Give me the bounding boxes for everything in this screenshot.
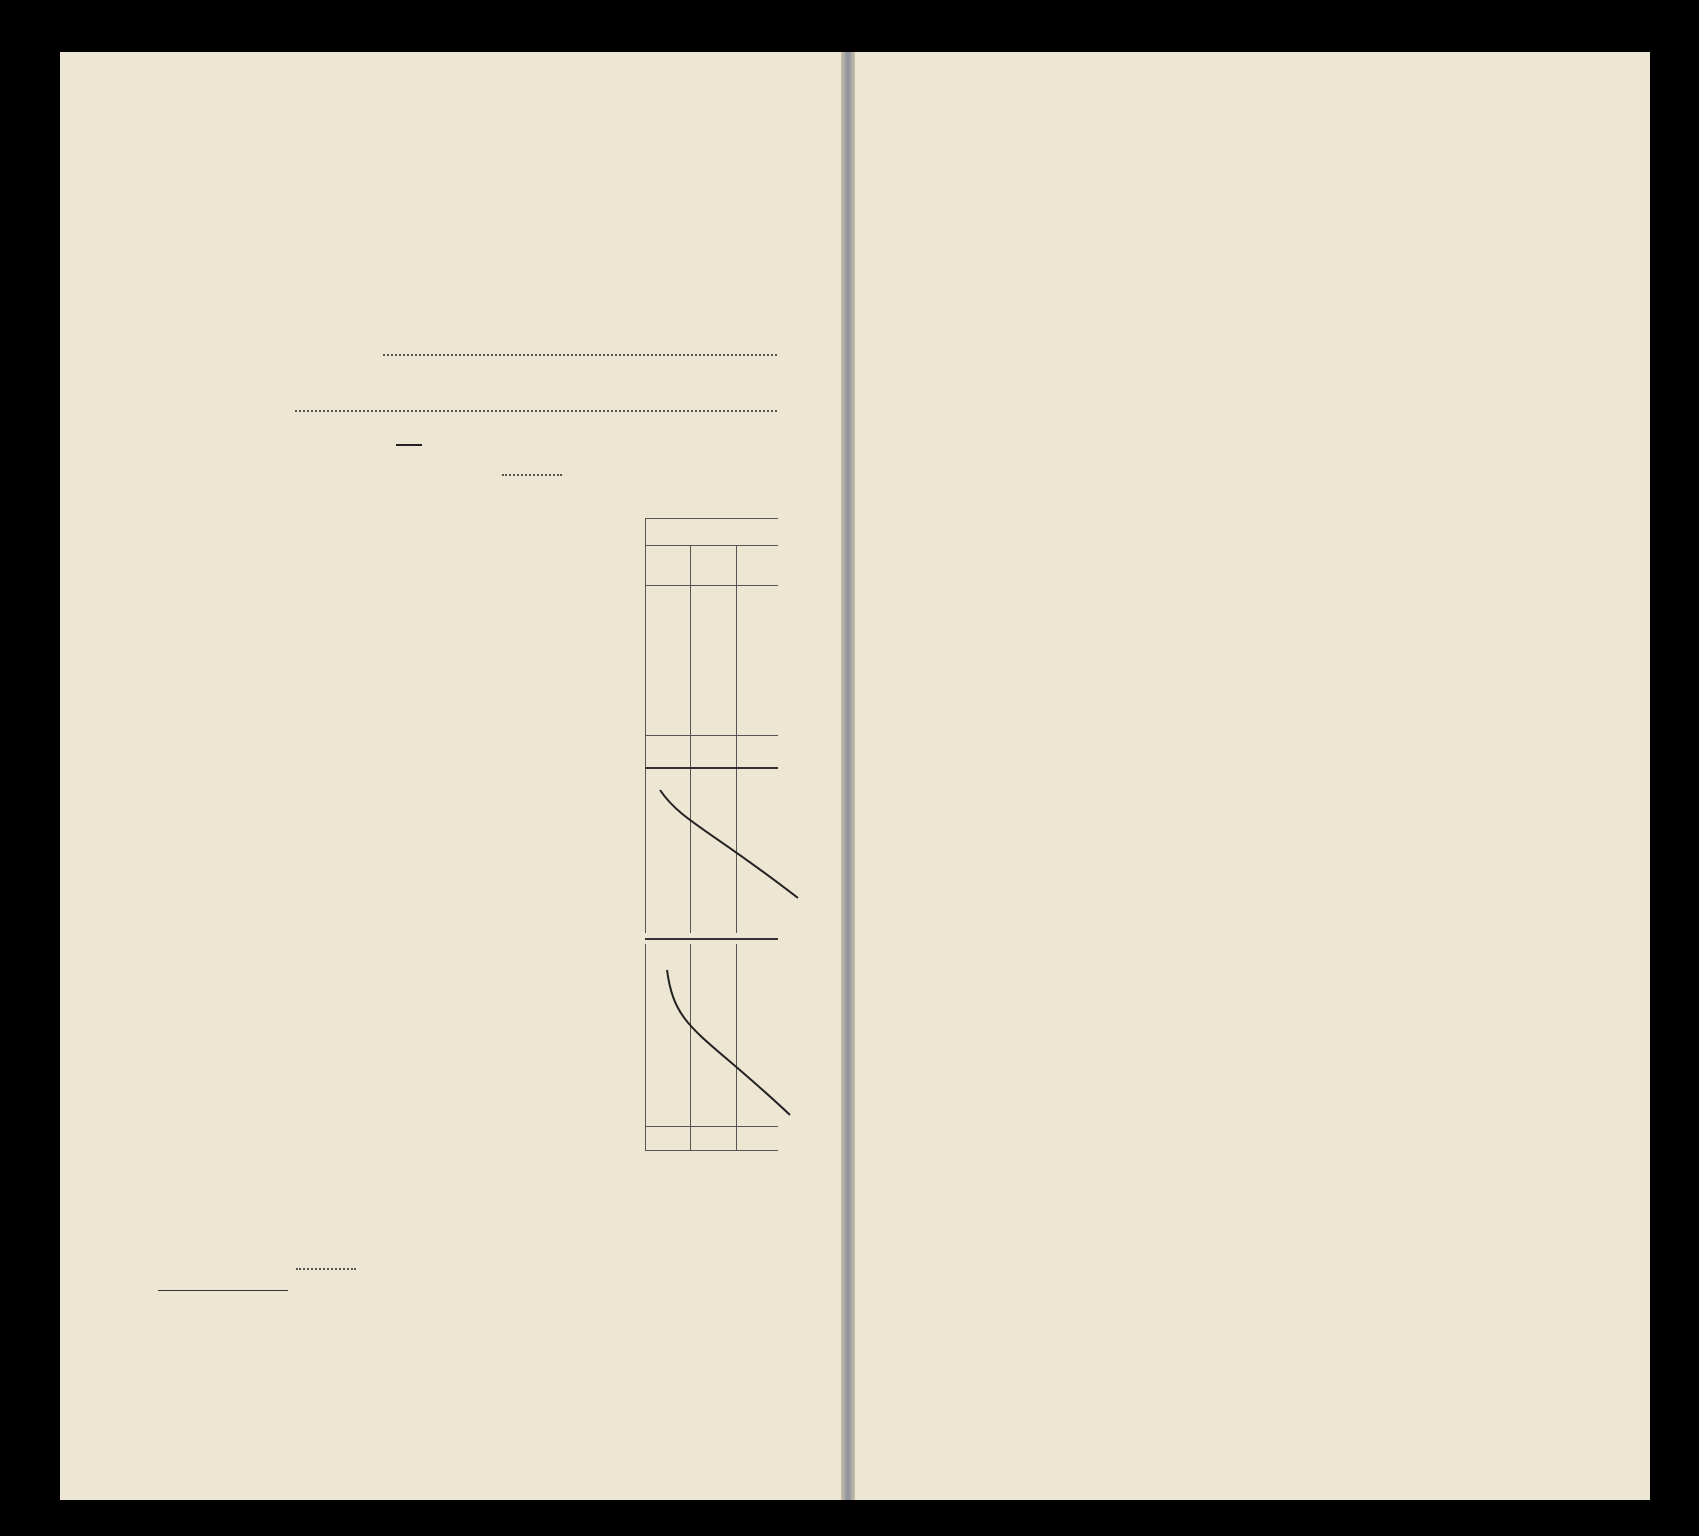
q2-answer-line [295, 410, 777, 412]
q4-answer-line [502, 474, 562, 476]
book-spine [841, 52, 855, 1500]
q8-answer-line [296, 1268, 356, 1270]
strike-lines [640, 770, 800, 1170]
q3-underline-nei [396, 444, 422, 446]
right-page [852, 52, 1650, 1500]
q1-answer-line [383, 354, 777, 356]
